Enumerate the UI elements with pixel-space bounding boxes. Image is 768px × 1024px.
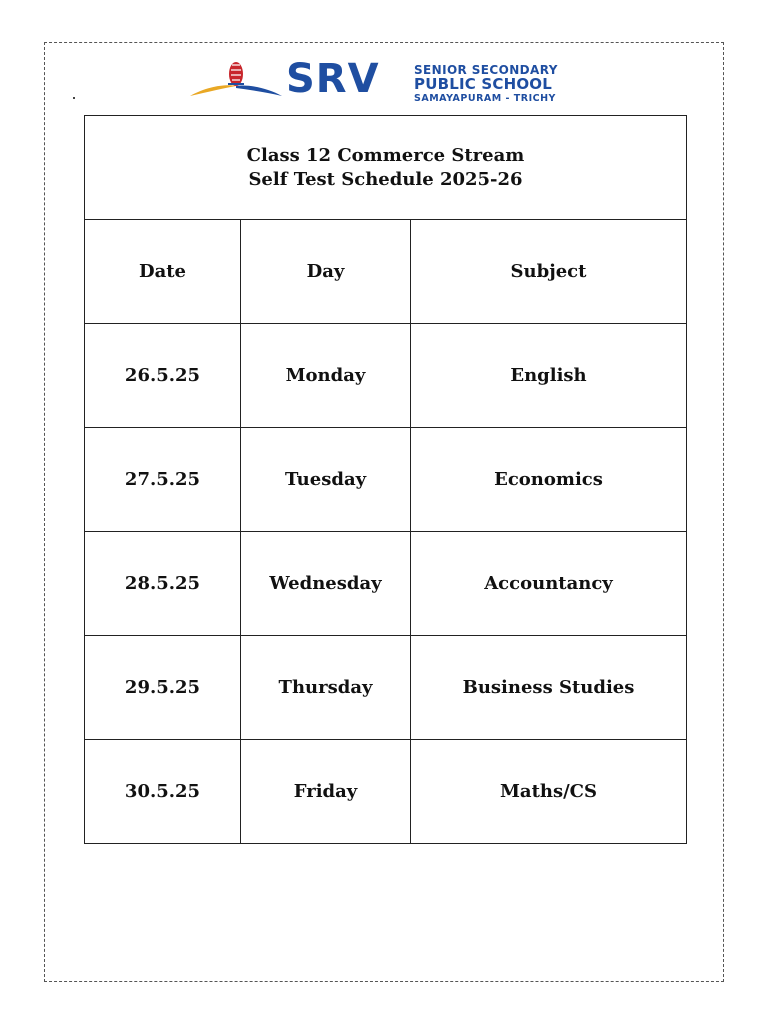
- logo-line-public-school: PUBLIC SCHOOL: [414, 75, 553, 93]
- logo-line-senior-secondary: SENIOR SECONDARY: [414, 63, 558, 77]
- cell-subject: Economics: [411, 428, 687, 532]
- header-date: Date: [85, 220, 241, 324]
- cell-day: Tuesday: [241, 428, 411, 532]
- table-row: [85, 532, 687, 636]
- cell-date: 26.5.25: [85, 324, 241, 428]
- cell-day: Friday: [241, 740, 411, 844]
- cell-date: 27.5.25: [85, 428, 241, 532]
- logo-school-name: [414, 64, 558, 104]
- title-row: [85, 116, 687, 220]
- table-row: [85, 324, 687, 428]
- logo-initials: SRV: [286, 56, 380, 102]
- cell-subject: Accountancy: [411, 532, 687, 636]
- school-emblem-icon: [188, 60, 284, 102]
- title-line-class: Class 12 Commerce Stream: [246, 144, 525, 166]
- cell-day: Thursday: [241, 636, 411, 740]
- cell-day: Monday: [241, 324, 411, 428]
- title-line-schedule: Self Test Schedule 2025-26: [248, 168, 523, 190]
- table-title: [85, 116, 687, 220]
- schedule-table: [84, 115, 687, 844]
- school-logo: [188, 56, 588, 104]
- cell-subject: Maths/CS: [411, 740, 687, 844]
- cell-day: Wednesday: [241, 532, 411, 636]
- cell-date: 29.5.25: [85, 636, 241, 740]
- table-row: [85, 428, 687, 532]
- header-row: [85, 220, 687, 324]
- cell-date: 30.5.25: [85, 740, 241, 844]
- header-subject: Subject: [411, 220, 687, 324]
- cell-date: 28.5.25: [85, 532, 241, 636]
- header-day: Day: [241, 220, 411, 324]
- table-row: [85, 636, 687, 740]
- table-row: [85, 740, 687, 844]
- cell-subject: English: [411, 324, 687, 428]
- stray-dot: [73, 97, 75, 99]
- cell-subject: Business Studies: [411, 636, 687, 740]
- logo-line-location: SAMAYAPURAM - TRICHY: [414, 93, 556, 104]
